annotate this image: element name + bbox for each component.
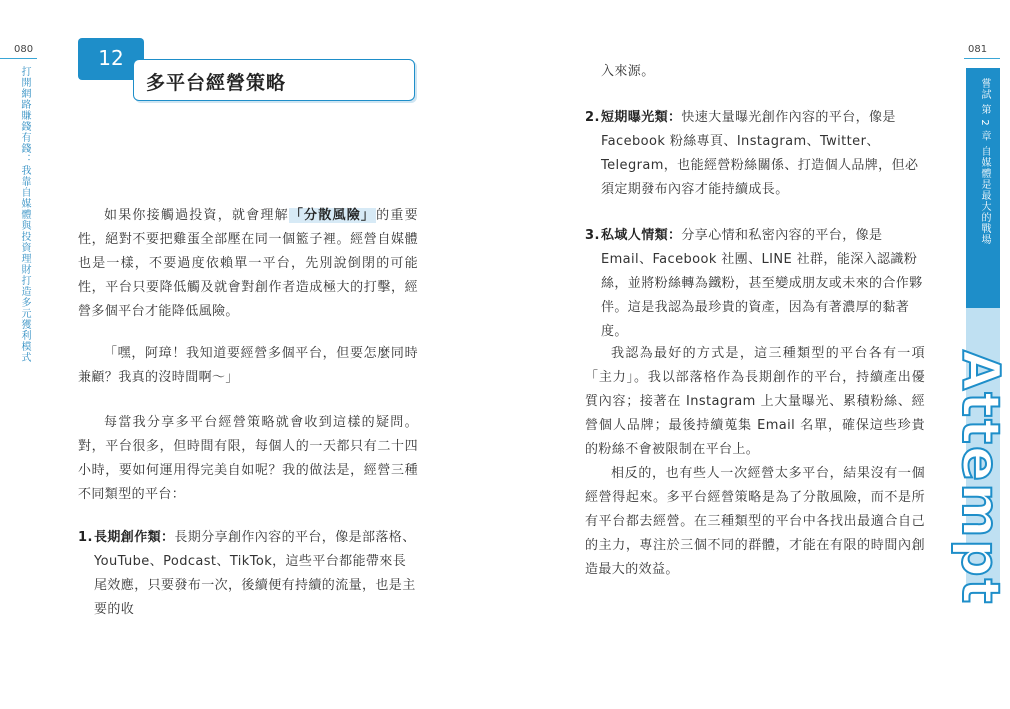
right-margin-rule xyxy=(964,58,1000,59)
list-number: 2. xyxy=(585,110,600,125)
list-number: 3. xyxy=(585,228,600,243)
list-item-short-term xyxy=(585,106,925,202)
chapter-number-badge: 12 xyxy=(78,38,144,80)
list-item-continuation xyxy=(585,60,925,84)
attempt-watermark xyxy=(930,350,1010,606)
chapter-title-box xyxy=(133,59,415,101)
attempt-word: Attempt xyxy=(950,350,1010,606)
left-page-number: 080 xyxy=(14,44,34,55)
left-column-block-2 xyxy=(78,342,418,390)
para1-before: 如果你接觸過投資，就會理解 xyxy=(104,208,289,223)
chapter-title: 多平台經營策略 xyxy=(146,72,287,94)
paragraph-conclusion: 相反的，也有些人一次經營太多平台，結果沒有一個經營得起來。多平台經營策略是為了分散風險，而不是所有平台都去經營。在三種類型的平台中各找出最適合自己的主力，專注於三個不同的群體，才能在有限的時間內創造最大的效益。 xyxy=(585,466,925,577)
list-number: 1. xyxy=(78,530,93,545)
paragraph-question: 「嘿，阿璋！我知道要經營多個平台，但要怎麼同時兼顧？我真的沒時間啊～」 xyxy=(78,346,418,385)
list-text: 分享心情和私密內容的平台，像是 Email、Facebook 社團、LINE 社群，能深入認識粉絲，並將粉絲轉為鐵粉，甚至變成朋友或未來的合作夥伴。這是我認為最珍貴的資產，因為有著濃厚的黏著度。 xyxy=(601,228,923,339)
list-item-long-term xyxy=(78,526,418,622)
right-page-number: 081 xyxy=(968,44,988,55)
right-column-list xyxy=(585,60,925,344)
paragraph-best-way: 我認為最好的方式是，這三種類型的平台各有一項「主力」。我以部落格作為長期創作的平台，持續產出優質內容；接著在 Instagram 上大量曝光、累積粉絲、經營個人品牌；最後持續蒐集 Email 名單，確保這些珍貴的粉絲不會被限制在平台上。 xyxy=(585,346,925,457)
para1-after: 的重要性，絕對不要把雞蛋全部壓在同一個籃子裡。經營自媒體也是一樣，不要過度依賴單一平台，先別說倒閉的可能性，平台只要降低觸及就會對創作者造成極大的打擊，經營多個平台才能降低風險。 xyxy=(78,208,418,319)
left-column-block-3 xyxy=(78,411,418,507)
list-text: 長期分享創作內容的平台，像是部落格、YouTube、Podcast、TikTok，這些平台都能帶來長尾效應，只要發布一次，後續便有持續的流量，也是主要的收 xyxy=(94,530,416,617)
list-term: 私域人情類： xyxy=(601,228,682,243)
left-margin-rule xyxy=(0,58,37,59)
left-column-list xyxy=(78,526,418,622)
left-column-block-1 xyxy=(78,204,418,324)
chapter-tab-text: 嘗試 第 2 章 自媒體是最大的戰場 xyxy=(979,78,990,246)
list-term: 長期創作類： xyxy=(94,530,175,545)
paragraph-risk xyxy=(78,204,418,324)
paragraph-answer: 每當我分享多平台經營策略就會收到這樣的疑問。對，平台很多，但時間有限，每個人的一天都只有二十四小時，要如何運用得完美自如呢？我的做法是，經營三種不同類型的平台： xyxy=(78,415,418,502)
highlight-diversify-risk: 「分散風險」 xyxy=(289,208,376,223)
list-text-continued: 入來源。 xyxy=(601,64,655,79)
list-item-private xyxy=(585,224,925,344)
right-column-paragraphs xyxy=(585,342,925,582)
running-title: 打開網路賺錢有錢：我靠自媒體與投資理財打造多元獲利模式 xyxy=(19,66,30,363)
list-term: 短期曝光類： xyxy=(601,110,682,125)
list-text: 快速大量曝光創作內容的平台，像是 Facebook 粉絲專頁、Instagram、Twitter、Telegram，也能經營粉絲關係、打造個人品牌，但必須定期發布內容才能持續成長。 xyxy=(601,110,919,197)
